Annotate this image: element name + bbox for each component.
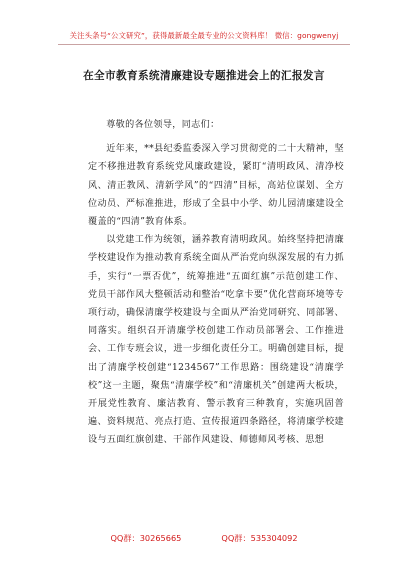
footer-qq-group-1: QQ群：30265665: [110, 533, 182, 543]
header-divider: [58, 44, 350, 45]
footer-qq-group-2: QQ群：535304092: [221, 533, 298, 543]
body-paragraph: 以党建工作为统领，涵养教育清明政风。始终坚持把清廉学校建设作为推动教育系统全面从严治党向纵深发展的有力抓手，实行“一票否优”，统筹推进“五面红旗”示范创建工作、党员干部作风大整顿活动和整治“吃拿卡要”优化营商环境等专项行动，确保清廉学校建设与全面从严治党同研究、同部署、同落实。组织召开清廉学校创建工作动员部署会、工作推进会、工作专班会议，进一步细化责任分工。明确创建目标，提出了清廉学校创建“1234567”工作思路：围绕建设“清廉学校”这一主题，聚焦“清廉学校”和“清廉机关”创建两大板块，开展党性教育、廉洁教育、警示教育三种教育，实施巩固普遍、资料规范、亮点打造、宣传报道四条路径，将清廉学校建设与五面红旗创建、干部作风建设、师德师风考核、思想: [88, 235, 344, 446]
document-title: 在全市教育系统清廉建设专题推进会上的汇报发言: [83, 70, 325, 82]
footer-contact: [0, 533, 408, 544]
salutation: 尊敬的各位领导，同志们：: [106, 120, 220, 130]
document-body: [88, 116, 344, 450]
header-banner: 关注头条号“公文研究”，获得最新最全最专业的公文资料库！ 微信：gongwenyj: [69, 31, 339, 40]
body-paragraph: 近年来，**县纪委监委深入学习贯彻党的二十大精神，坚定不移推进教育系统党风廉政建设，紧盯“清明政风、清净校风、清正教风、清新学风”的“四清”目标，高站位谋划、全方位动员、严标准推进，形成了全县中小学、幼儿园清廉建设全覆盖的“四清”教育体系。: [88, 144, 344, 228]
